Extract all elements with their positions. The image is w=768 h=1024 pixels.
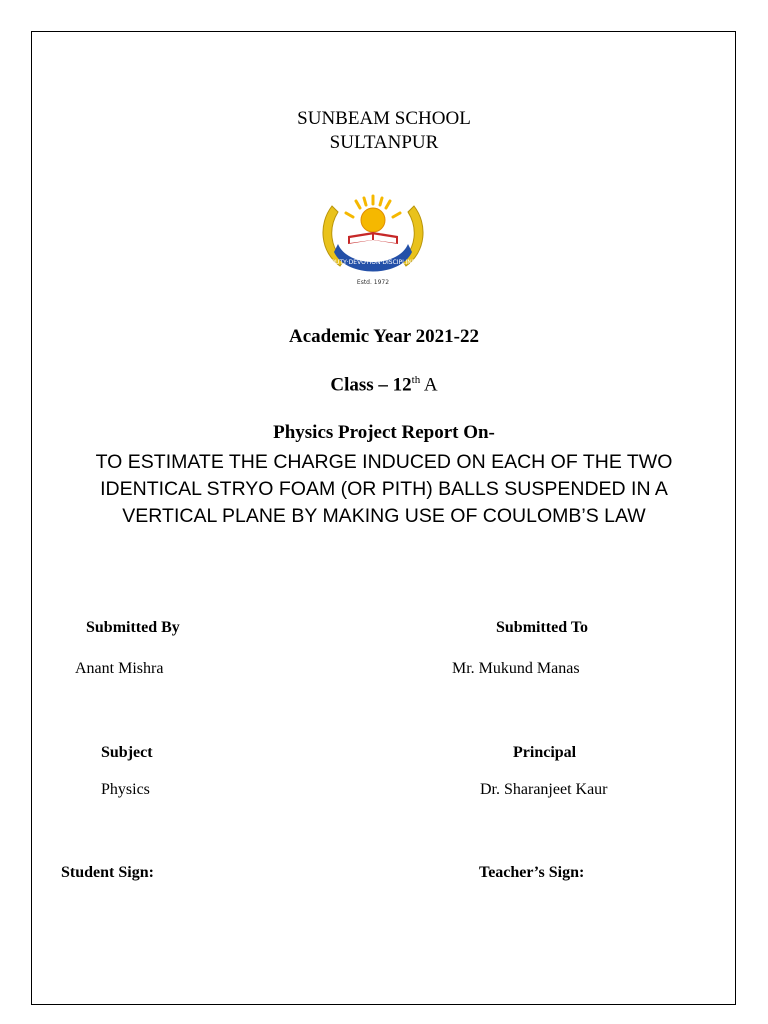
subject-label: Subject <box>101 744 153 761</box>
academic-year: Academic Year 2021-22 <box>289 326 479 347</box>
teacher-sign-label: Teacher’s Sign: <box>479 864 585 881</box>
principal-value: Dr. Sharanjeet Kaur <box>480 781 608 798</box>
principal-label: Principal <box>513 744 577 761</box>
school-crest-icon <box>314 192 432 288</box>
project-title-line-3: VERTICAL PLANE BY MAKING USE OF COULOMB’S LAW <box>122 505 646 527</box>
submitted-by-label: Submitted By <box>86 619 180 636</box>
school-city: SULTANPUR <box>329 132 439 153</box>
student-sign-label: Student Sign: <box>61 864 154 881</box>
svg-text:Estd. 1972: Estd. 1972 <box>356 279 390 286</box>
svg-text:DUTY·DEVOTION·DISCIPLINE: DUTY·DEVOTION·DISCIPLINE <box>330 259 416 266</box>
project-heading: Physics Project Report On- <box>273 422 495 443</box>
class-suffix: A <box>420 374 438 396</box>
submitted-by-value: Anant Mishra <box>75 660 164 677</box>
submitted-to-label: Submitted To <box>496 619 589 636</box>
submitted-to-value: Mr. Mukund Manas <box>452 660 580 677</box>
project-title-line-1: TO ESTIMATE THE CHARGE INDUCED ON EACH OF THE TWO <box>95 451 673 473</box>
class-prefix: Class – 12 <box>330 374 412 396</box>
class-line <box>0 374 768 396</box>
class-superscript: th <box>411 374 421 386</box>
subject-value: Physics <box>101 781 150 798</box>
school-name: SUNBEAM SCHOOL <box>297 108 471 129</box>
project-title-line-2: IDENTICAL STRYO FOAM (OR PITH) BALLS SUSPENDED IN A <box>100 478 668 500</box>
